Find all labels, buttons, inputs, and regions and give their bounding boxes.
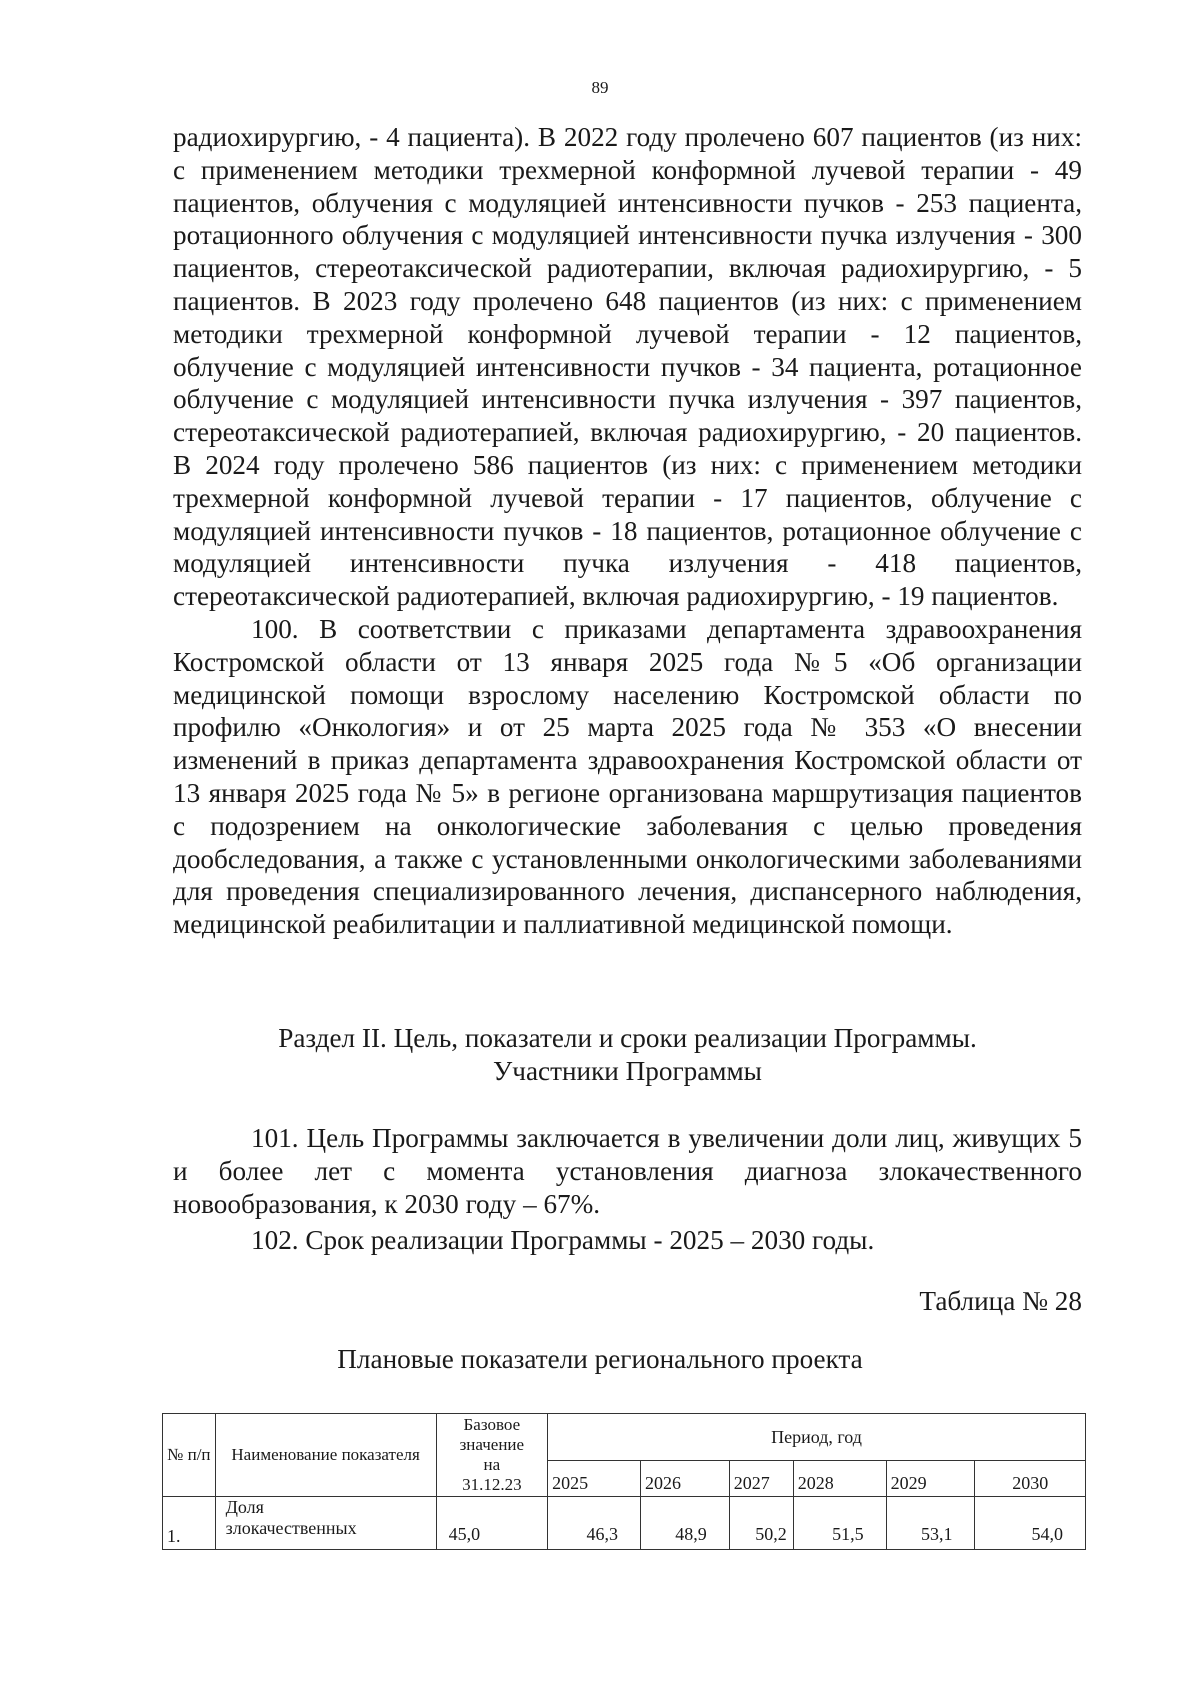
paragraph-radiotherapy-stats: радиохирургию, - 4 пациента). В 2022 году пролечено 607 пациентов (из них: с применением методики трехмерной конформной лучевой терапии - 49 пациентов, облучения с модуляцией интенсивности пучков - 253 пациента, ротационного облучения с модуляцией интенсивности пучка излучения - 300 пациентов, стереотаксической радиотерапии, включая радиохирургию, - 5 пациентов. В 2023 году пролечено 648 пациентов (из них: с применением методики трехмерной конформной лучевой терапии - 12 пациентов, облучение с модуляцией интенсивности пучков - 34 пациента, ротационное облучение с модуляцией интенсивности пучка излучения - 397 пациентов, стереотаксической радиотерапией, включая радиохирургию, - 20 пациентов. В 2024 году пролечено 586 пациентов (из них: с применением методики трехмерной конформной лучевой терапии - 17 пациентов, облучение с модуляцией интенсивности пучков - 18 пациентов, ротационное облучение с модуляцией интенсивности пучка излучения - 418 пациентов, стереотаксической радиотерапией, включая радиохирургию, - 19 пациентов.	[173, 122, 1082, 612]
header-base-value	[436, 1414, 548, 1497]
body-text	[173, 121, 1082, 941]
header-period: Период, год	[548, 1414, 1086, 1461]
row-name	[215, 1497, 436, 1550]
paragraph-102: 102. Срок реализации Программы - 2025 – 2030 годы.	[251, 1225, 875, 1255]
indicators-table	[162, 1413, 1086, 1550]
section-heading-line1: Раздел II. Цель, показатели и сроки реализации Программы.	[278, 1023, 977, 1053]
header-base-line2: значение	[459, 1435, 525, 1454]
header-number: № п/п	[163, 1414, 216, 1497]
header-base-line3: на	[483, 1455, 501, 1474]
section-heading-line2: Участники Программы	[493, 1056, 762, 1086]
row-base-value: 45,0	[436, 1497, 548, 1550]
page-number: 89	[591, 78, 609, 97]
row-value-2030: 54,0	[975, 1497, 1086, 1550]
row-value-2029: 53,1	[886, 1497, 975, 1550]
row-value-2025: 46,3	[548, 1497, 641, 1550]
header-year-2026: 2026	[640, 1461, 729, 1497]
header-year-2027: 2027	[729, 1461, 793, 1497]
header-name: Наименование показателя	[215, 1414, 436, 1497]
paragraph-100: 100. В соответствии с приказами департамента здравоохранения Костромской области от 13 января 2025 года №5 «Об организации медицинской помощи взрослому населению Костромской области по профилю «Онкология» и от 25 марта 2025 года № 353 «О внесении изменений в приказ департамента здравоохранения Костромской области от 13 января 2025 года № 5» в регионе организована маршрутизация пациентов с подозрением на онкологические заболевания с целью проведения дообследования, а также с установленными онкологическими заболеваниями для проведения специализированного лечения, диспансерного наблюдения, медицинской реабилитации и паллиативной медицинской помощи.	[173, 613, 1082, 940]
row-name-line2: злокачественных	[225, 1518, 357, 1538]
header-base-line1: Базовое	[463, 1415, 521, 1434]
table-title: Плановые показатели регионального проекта	[337, 1344, 863, 1374]
row-value-2026: 48,9	[640, 1497, 729, 1550]
header-year-2025: 2025	[548, 1461, 641, 1497]
row-value-2028: 51,5	[793, 1497, 886, 1550]
goal-block	[173, 1122, 1082, 1257]
header-year-2029: 2029	[886, 1461, 975, 1497]
row-name-line1: Доля	[225, 1497, 264, 1517]
header-base-line4: 31.12.23	[462, 1475, 522, 1494]
header-year-2030: 2030	[975, 1461, 1086, 1497]
header-year-2028: 2028	[793, 1461, 886, 1497]
section-heading	[173, 1022, 1082, 1088]
row-number: 1.	[163, 1497, 216, 1550]
paragraph-101: 101. Цель Программы заключается в увеличении доли лиц, живущих 5 и более лет с момента установления диагноза злокачественного новообразования, к 2030 году – 67%.	[173, 1123, 1082, 1219]
row-value-2027: 50,2	[729, 1497, 793, 1550]
table-header-row	[163, 1414, 1086, 1461]
table-number: Таблица № 28	[919, 1286, 1082, 1316]
table-row	[163, 1497, 1086, 1550]
